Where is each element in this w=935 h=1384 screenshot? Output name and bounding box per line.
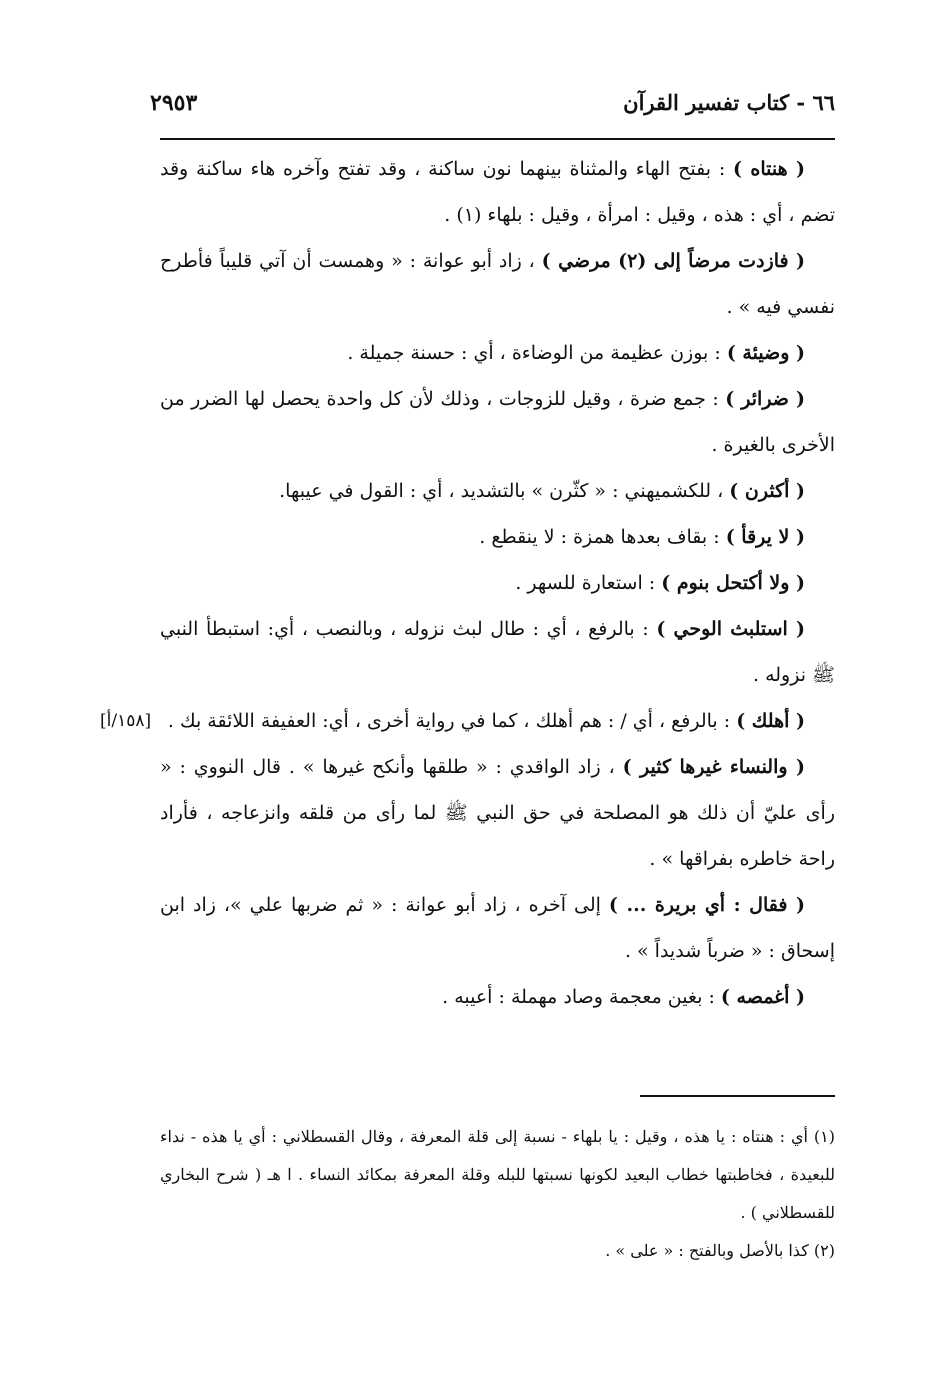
paragraph xyxy=(160,146,835,238)
gloss-term: ( وضيئة ) xyxy=(726,342,805,364)
gloss-term: ( فقال : أي بريرة ... ) xyxy=(608,894,805,916)
footnote-rule xyxy=(640,1095,835,1097)
gloss-term: ( هنتاه ) xyxy=(733,158,805,180)
footnotes xyxy=(160,1118,835,1270)
gloss-term: ( والنساء غيرها كثير ) xyxy=(622,756,805,778)
paragraph xyxy=(160,606,835,698)
gloss-term: ( استلبث الوحي ) xyxy=(656,618,806,640)
running-title: ٦٦ - كتاب تفسير القرآن xyxy=(623,90,835,115)
paragraph xyxy=(160,744,835,882)
gloss-text: ، زاد الواقدي : « طلقها وأنكح غيرها » . قال النووي : « رأى عليّ أن ذلك هو المصلحة في حق النبي ﷺ لما رأى من قلقه وانزعاجه ، فأراد راحة خاطره بفراقها » . xyxy=(160,756,835,870)
footnote: (١) أي : هنتاه : يا هذه ، وقيل : يا بلهاء - نسبة إلى قلة المعرفة ، وقال القسطلاني : أي يا هذه - نداء للبعيدة ، فخاطبتها خطاب البعيد لكونها نسبتها للبله وقلة المعرفة بمكائد النساء . ا هـ ( شرح البخاري للقسطلاني ) . xyxy=(160,1127,835,1222)
gloss-text: : بوزن عظيمة من الوضاءة ، أي : حسنة جميلة . xyxy=(347,342,727,364)
paragraph xyxy=(160,330,835,376)
main-text xyxy=(100,146,835,1020)
gloss-text: ، زاد أبو عوانة : « وهمست أن آتي قليباً فأطرح نفسي فيه » . xyxy=(160,250,835,318)
gloss-term: ( أهلك ) xyxy=(736,710,805,732)
paragraph xyxy=(160,468,835,514)
paragraph xyxy=(160,882,835,974)
gloss-term: ( فازدت مرضاً إلى (٢) مرضي ) xyxy=(541,250,806,272)
page-number: ٢٩٥٣ xyxy=(150,90,198,116)
header-rule xyxy=(160,138,835,140)
page-header xyxy=(150,90,835,130)
paragraph xyxy=(160,376,835,468)
paragraph xyxy=(160,238,835,330)
gloss-text: : بفتح الهاء والمثناة بينهما نون ساكنة ، وقد تفتح وآخره هاء ساكنة وقد تضم ، أي : هذه ، وقيل : امرأة ، وقيل : بلهاء (١) . xyxy=(160,158,835,226)
gloss-text: ، للكشميهني : « كثّرن » بالتشديد ، أي : القول في عيبها. xyxy=(279,480,730,502)
paragraph xyxy=(160,560,835,606)
manuscript-folio-ref: [١٥٨/أ] xyxy=(100,711,152,731)
gloss-text: : استعارة للسهر . xyxy=(515,572,662,594)
paragraph xyxy=(160,514,835,560)
gloss-text: إلى آخره ، زاد أبو عوانة : « ثم ضربها علي »، زاد ابن إسحاق : « ضرباً شديداً » . xyxy=(160,894,835,962)
footnote: (٢) كذا بالأصل وبالفتح : « على » . xyxy=(605,1241,835,1260)
gloss-text: : بالرفع ، أي / : هم أهلك ، كما في رواية أخرى ، أي: العفيفة اللائقة بك . xyxy=(167,710,737,732)
gloss-text: : بقاف بعدها همزة : لا ينقطع . xyxy=(479,526,726,548)
gloss-term: ( ضرائر ) xyxy=(725,388,805,410)
gloss-text: : جمع ضرة ، وقيل للزوجات ، وذلك لأن كل واحدة يحصل لها الضرر من الأخرى بالغيرة . xyxy=(160,388,835,456)
gloss-term: ( لا يرقأ ) xyxy=(725,526,805,548)
gloss-term: ( أكثرن ) xyxy=(729,480,805,502)
gloss-text: : بغين معجمة وصاد مهملة : أعيبه . xyxy=(442,986,721,1008)
gloss-term: ( ولا أكتحل بنوم ) xyxy=(661,572,805,594)
paragraph xyxy=(160,974,835,1020)
gloss-text: : بالرفع ، أي : طال لبث نزوله ، وبالنصب ، أي: استبطأ النبي ﷺ نزوله . xyxy=(160,618,835,686)
gloss-term: ( أغمصه ) xyxy=(720,986,805,1008)
paragraph xyxy=(100,698,835,744)
